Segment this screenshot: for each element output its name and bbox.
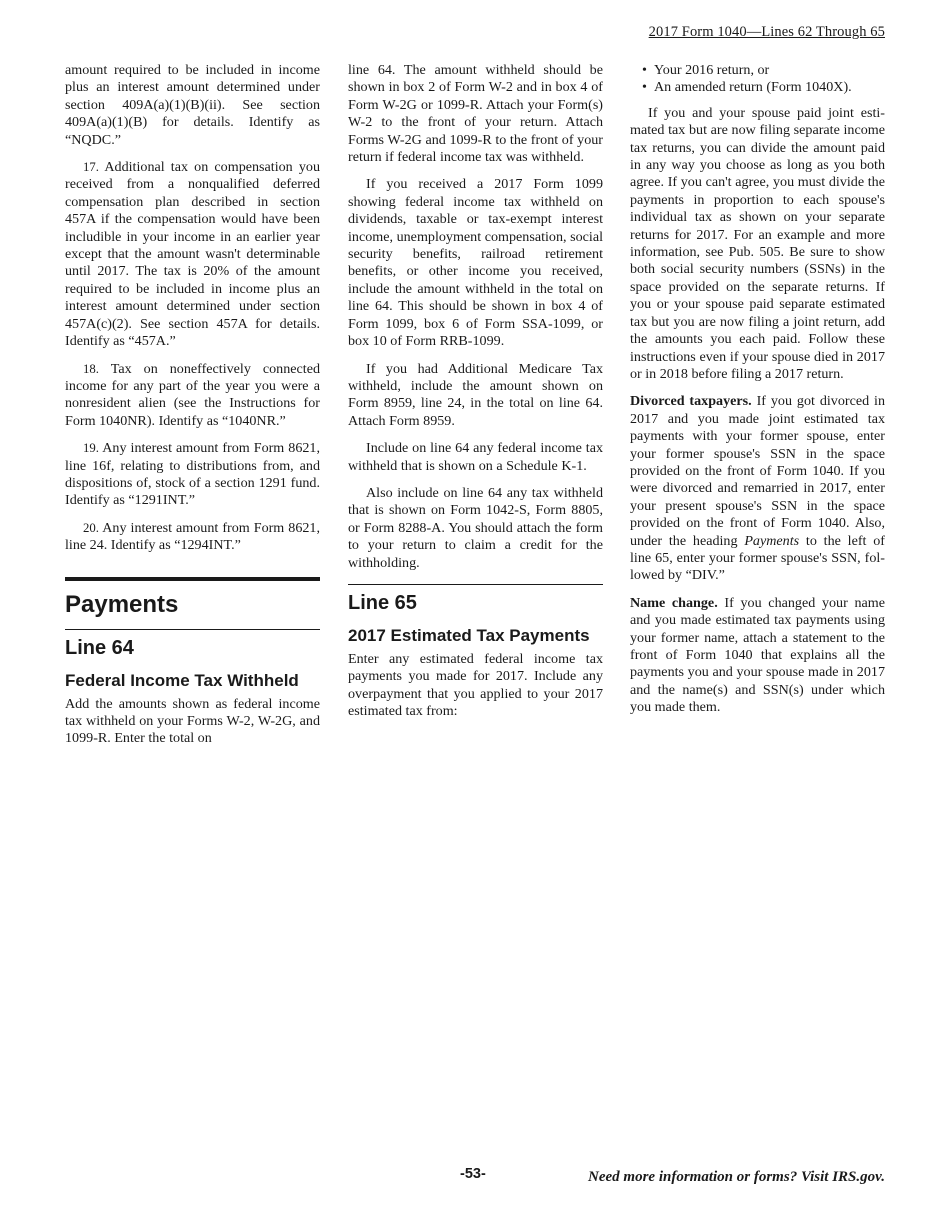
runin-heading: Name change. (630, 594, 718, 611)
item-number: 20. (83, 520, 99, 535)
paragraph: Include on line 64 any federal income tax withheld that is shown on a Schedule K-1. (348, 440, 603, 474)
list-item-17 (65, 159, 320, 350)
section-rule (65, 577, 320, 581)
page-number: -53- (460, 1166, 486, 1182)
item-number: 17. (83, 160, 99, 175)
list-item-18 (65, 361, 320, 431)
paragraph-text: If you changed your name and you made estimated tax payments using your former name, attach a statement to the front of Form 1040 that explains all the payments you and your spouse made in 2017 and the name(s) and SSN(s) under which you made them. (630, 594, 885, 716)
line-65-heading: Line 65 (348, 591, 417, 614)
column-1 (65, 62, 320, 758)
section-heading-payments: Payments (65, 590, 179, 618)
item-number: 19. (83, 441, 99, 456)
paragraph-text: to the left of line 65, enter your former spouse's SSN, followed by “DIV.” (630, 532, 885, 584)
runin-heading: Divorced taxpayers. (630, 393, 752, 410)
list-item-20 (65, 520, 320, 555)
line-64-heading: Line 64 (65, 636, 134, 659)
heading-rule (348, 584, 603, 585)
paragraph: line 64. The amount withheld should be shown in box 2 of Form W-2 and in box 4 of Form W-2G or 1099-R. Attach your Form(s) W-2 to the front of your return. Attach Forms W-2G and 1099-R to the front of your return if federal income tax was withheld. (348, 62, 603, 166)
item-number: 18. (83, 361, 99, 376)
line-65-paragraph: Enter any estimated federal income tax payments you made for 2017. Include any overpayment that you applied to your 2017 estimated tax from: (348, 650, 603, 720)
paragraph: Also include on line 64 any tax withheld that is shown on Form 1042-S, Form 8805, or Form 8288-A. You should attach the form to your return to claim a credit for the withholding. (348, 484, 603, 571)
bullet-item: • Your 2016 return, or (642, 62, 885, 79)
paragraph: If you and your spouse paid joint estimated tax but are now filing separate income tax returns, you can divide the amount paid in any way you choose as long as you both agree. If you can't agree, you must divide the payments in proportion to each spouse's individual tax as shown on your separate returns for 2017. For an example and more information, see Pub. 505. Be sure to show both social security numbers (SSNs) in the space provided on the separate returns. If you or your spouse paid separate estimated tax but you are now filing a joint return, add the amounts you each paid. Follow these instructions even if your spouse died in 2017 or in 2018 before filing a 2017 return. (630, 104, 885, 382)
estimated-tax-payments-heading: 2017 Estimated Tax Payments (348, 625, 590, 645)
bullet-list (630, 62, 885, 97)
column-2 (348, 62, 603, 731)
paragraph: If you received a 2017 Form 1099 showing federal income tax withheld on dividends, taxable or tax-exempt interest income, unemployment compensation, social security benefits, railroad retirement benefits, or other income you received, include the amount withheld in the total on line 64. This should be shown in box 4 of Form 1099, box 6 of Form SSA-1099, or box 10 of Form RRB-1099. (348, 176, 603, 350)
line-64-paragraph: Add the amounts shown as federal income tax withheld on your Forms W-2, W-2G, and 1099-R. Enter the total on (65, 695, 320, 747)
paragraph-continued: amount required to be included in income plus an interest amount determined under section 409A(a)(1)(B)(ii). See section 409A(a)(1)(B) for details. Identify as “NQDC.” (65, 62, 320, 148)
paragraph-text: If you got divorced in 2017 and you made joint estimated tax payments with your former spouse, enter your former spouse's SSN in the space provided on the front of Form 1040. If you were divorced and remarried in 2017, enter your present spouse's SSN in the space provided on the front of Form 1040. Also, under the heading (630, 393, 885, 549)
item-text: Any interest amount from Form 8621, line 24. Identify as “1294INT.” (65, 519, 320, 554)
item-text: Any interest amount from Form 8621, line 16f, relating to distributions from, and dispositions of, stock of a section 1291 fund. Identify as “1291INT.” (65, 440, 320, 509)
column-3 (630, 62, 885, 727)
heading-rule (65, 629, 320, 630)
list-item-19 (65, 440, 320, 510)
bullet-item: • An amended return (Form 1040X). (642, 79, 885, 96)
name-change-paragraph (630, 595, 885, 717)
footer-note: Need more information or forms? Visit IRS.gov. (588, 1169, 885, 1185)
emphasis: Payments (744, 532, 800, 549)
running-header: 2017 Form 1040—Lines 62 Through 65 (648, 24, 885, 40)
federal-income-tax-withheld-heading: Federal Income Tax Withheld (65, 670, 299, 690)
item-text: Tax on noneffectively connected income for any part of the year you were a nonresident alien (see the Instructions for Form 1040NR). Identify as “1040NR.” (65, 360, 320, 429)
item-text: Additional tax on compensation you received from a nonqualified deferred compensation plan described in section 457A if the compensation would have been includible in your income in an earlier year except that the amount wasn't determinable until 2017. The tax is 20% of the amount required to be included in income plus an interest amount determined under section 457A(c)(2). See section 457A for details. Identify as “457A.” (65, 159, 320, 350)
divorced-taxpayers-paragraph (630, 393, 885, 584)
paragraph: If you had Additional Medicare Tax withheld, include the amount shown on Form 8959, line 24, in the total on line 64. Attach Form 8959. (348, 360, 603, 429)
